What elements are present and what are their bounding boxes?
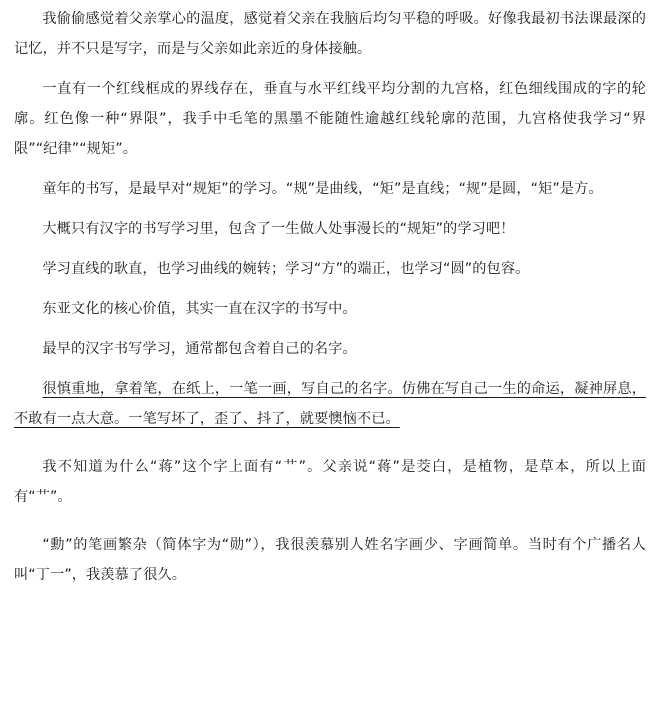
paragraph-father-palm: 我偷偷感觉着父亲掌心的温度，感觉着父亲在我脑后均匀平稳的呼吸。好像我最初书法课最深的记忆，并不只是写字，而是与父亲如此亲近的身体接触。: [14, 11, 646, 57]
paragraph-straight-curve: 学习直线的耿直，也学习曲线的婉转；学习“方”的端正，也学习“圆”的包容。: [42, 261, 530, 277]
paragraph-chinese-writing: 大概只有汉字的书写学习里，包含了一生做人处事漫长的“规矩”的学习吧！: [42, 221, 515, 237]
paragraph-own-name: 最早的汉字书写学习，通常都包含着自己的名字。: [42, 341, 357, 357]
paragraph-east-asian-culture: 东亚文化的核心价值，其实一直在汉字的书写中。: [42, 301, 357, 317]
paragraph-xun-character: “勳”的笔画繁杂（简体字为“勋”），我很羡慕别人姓名字画少、字画简单。当时有个广播名人叫“丁一”，我羡慕了很久。: [14, 537, 646, 583]
essay-body: [14, 4, 646, 590]
paragraph-jiang-character: 我不知道为什么“蒋”这个字上面有“艹”。父亲说“蒋”是茭白，是植物，是草本，所以上面有“艹”。: [14, 459, 646, 505]
paragraph-rules-learning: 童年的书写，是最早对“规矩”的学习。“规”是曲线，“矩”是直线；“规”是圆，“矩”是方。: [42, 181, 603, 197]
paragraph-underlined-careful-writing: 很慎重地，拿着笔，在纸上，一笔一画，写自己的名字。仿佛在写自己一生的命运，凝神屏息，不敢有一点大意。一笔写坏了，歪了、抖了，就要懊恼不已。: [14, 381, 646, 427]
paragraph-red-grid: 一直有一个红线框成的界线存在，垂直与水平红线平均分割的九宫格，红色细线围成的字的轮廓。红色像一种“界限”，我手中毛笔的黑墨不能随性逾越红线轮廓的范围，九宫格使我学习“界限”“纪律”“规矩”。: [14, 81, 646, 157]
